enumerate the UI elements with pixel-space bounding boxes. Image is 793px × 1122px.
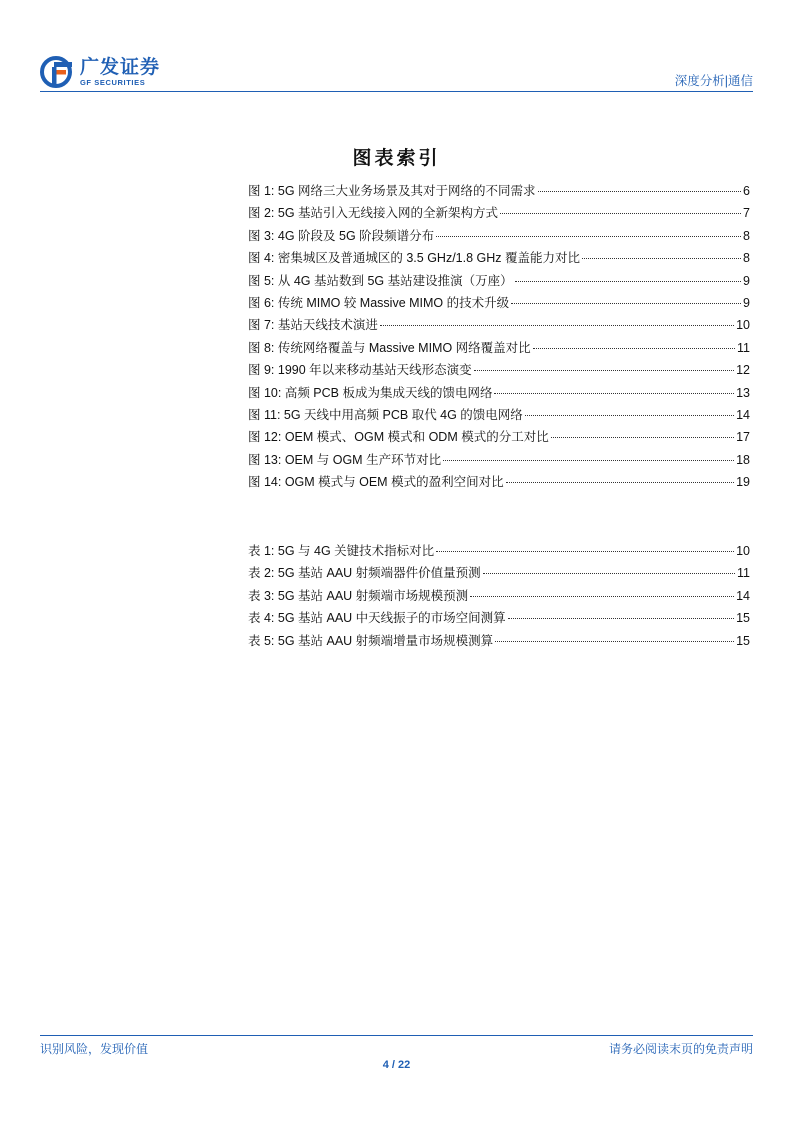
toc-entry-label: 图 4: 密集城区及普通城区的 3.5 GHz/1.8 GHz 覆盖能力对比 [248, 251, 580, 266]
toc-entry-page: 19 [736, 475, 750, 490]
toc-entry-label: 表 5: 5G 基站 AAU 射频端增量市场规模测算 [248, 633, 494, 648]
dot-leader [533, 348, 735, 349]
toc-entry-table-2[interactable] [248, 562, 750, 584]
dot-leader [525, 415, 734, 416]
toc-entry-page: 17 [736, 430, 750, 445]
toc-entry-figure-14[interactable] [248, 471, 750, 493]
toc-entry-page: 10 [736, 544, 750, 558]
toc-entry-page: 15 [736, 611, 750, 626]
toc-entry-figure-8[interactable] [248, 337, 750, 359]
toc-entry-label: 图 13: OEM 与 OGM 生产环节对比 [248, 452, 442, 467]
logo-chinese-name: 广发证券 [80, 56, 161, 78]
toc-entry-figure-4[interactable] [248, 247, 750, 269]
footer-disclaimer-note: 请务必阅读末页的免责声明 [608, 1042, 753, 1056]
toc-entry-label: 图 5: 从 4G 基站数到 5G 基站建设推演（万座） [248, 273, 513, 288]
toc-entry-page: 7 [743, 206, 750, 221]
toc-entry-figure-12[interactable] [248, 426, 750, 448]
toc-entry-page: 14 [736, 407, 750, 422]
company-logo [40, 56, 160, 88]
toc-entry-page: 9 [743, 295, 750, 310]
toc-entry-label: 图 3: 4G 阶段及 5G 阶段频谱分布 [248, 228, 435, 243]
page-header [40, 52, 753, 92]
logo-english-name: GF SECURITIES [80, 77, 146, 87]
toc-entry-label: 图 9: 1990 年以来移动基站天线形态演变 [248, 363, 472, 378]
dot-leader [494, 393, 734, 394]
toc-entry-figure-3[interactable] [248, 225, 750, 247]
toc-entry-label: 表 3: 5G 基站 AAU 射频端市场规模预测 [248, 588, 469, 603]
header-divider [40, 91, 753, 92]
gf-logo-icon [40, 56, 74, 88]
toc-entry-figure-6[interactable] [248, 292, 750, 314]
dot-leader [511, 303, 741, 304]
dot-leader [551, 437, 734, 438]
toc-entry-page: 12 [736, 363, 750, 378]
toc-entry-label: 表 2: 5G 基站 AAU 射频端器件价值量预测 [248, 566, 481, 581]
toc-entry-figure-10[interactable] [248, 382, 750, 404]
toc-entry-figure-7[interactable] [248, 314, 750, 336]
toc-entry-page: 11 [737, 566, 750, 581]
table-index-list [248, 540, 750, 652]
toc-entry-table-1[interactable] [248, 540, 750, 562]
page-number: 4 / 22 [382, 1059, 411, 1071]
dot-leader [474, 370, 734, 371]
toc-entry-label: 图 6: 传统 MIMO 较 Massive MIMO 的技术升级 [248, 295, 510, 310]
toc-entry-label: 图 10: 高频 PCB 板成为集成天线的馈电网络 [248, 385, 493, 400]
toc-entry-figure-11[interactable] [248, 404, 750, 426]
toc-entry-table-4[interactable] [248, 607, 750, 629]
figure-index-list [248, 180, 750, 493]
dot-leader [495, 641, 734, 642]
toc-entry-page: 9 [743, 273, 750, 288]
toc-entry-label: 表 1: 5G 与 4G 关键技术指标对比 [248, 544, 435, 558]
toc-entry-figure-2[interactable] [248, 202, 750, 224]
toc-entry-label: 图 7: 基站天线技术演进 [248, 318, 378, 333]
toc-entry-label: 图 11: 5G 天线中用高频 PCB 取代 4G 的馈电网络 [248, 407, 523, 422]
dot-leader [508, 618, 734, 619]
toc-entry-figure-1[interactable] [248, 180, 750, 202]
dot-leader [436, 551, 734, 552]
toc-entry-page: 14 [736, 588, 750, 603]
dot-leader [538, 191, 742, 192]
toc-entry-page: 6 [743, 184, 750, 198]
toc-entry-label: 表 4: 5G 基站 AAU 中天线振子的市场空间测算 [248, 611, 506, 626]
dot-leader [380, 325, 734, 326]
toc-entry-table-5[interactable] [248, 630, 750, 652]
toc-entry-page: 11 [737, 340, 750, 355]
toc-entry-figure-13[interactable] [248, 449, 750, 471]
dot-leader [500, 213, 741, 214]
dot-leader [582, 258, 741, 259]
dot-leader [506, 482, 735, 483]
dot-leader [515, 281, 741, 282]
dot-leader [443, 460, 734, 461]
toc-entry-page: 10 [736, 318, 750, 333]
footer-slogan: 识别风险，发现价值 [40, 1042, 149, 1056]
page-title: 图表索引 [352, 147, 441, 169]
toc-entry-page: 18 [736, 452, 750, 467]
toc-entry-page: 15 [736, 633, 750, 648]
toc-entry-figure-9[interactable] [248, 359, 750, 381]
toc-entry-page: 8 [743, 251, 750, 266]
dot-leader [436, 236, 741, 237]
toc-entry-label: 图 1: 5G 网络三大业务场景及其对于网络的不同需求 [248, 184, 536, 198]
footer-divider [40, 1035, 753, 1036]
report-category: 深度分析|通信 [674, 74, 753, 88]
dot-leader [483, 573, 735, 574]
toc-entry-label: 图 12: OEM 模式、OGM 模式和 ODM 模式的分工对比 [248, 430, 549, 445]
toc-entry-label: 图 14: OGM 模式与 OEM 模式的盈利空间对比 [248, 475, 504, 490]
toc-entry-page: 8 [743, 228, 750, 243]
toc-entry-page: 13 [736, 385, 750, 400]
toc-entry-table-3[interactable] [248, 585, 750, 607]
dot-leader [470, 596, 734, 597]
toc-entry-label: 图 2: 5G 基站引入无线接入网的全新架构方式 [248, 206, 499, 221]
toc-entry-label: 图 8: 传统网络覆盖与 Massive MIMO 网络覆盖对比 [248, 340, 531, 355]
toc-entry-figure-5[interactable] [248, 270, 750, 292]
